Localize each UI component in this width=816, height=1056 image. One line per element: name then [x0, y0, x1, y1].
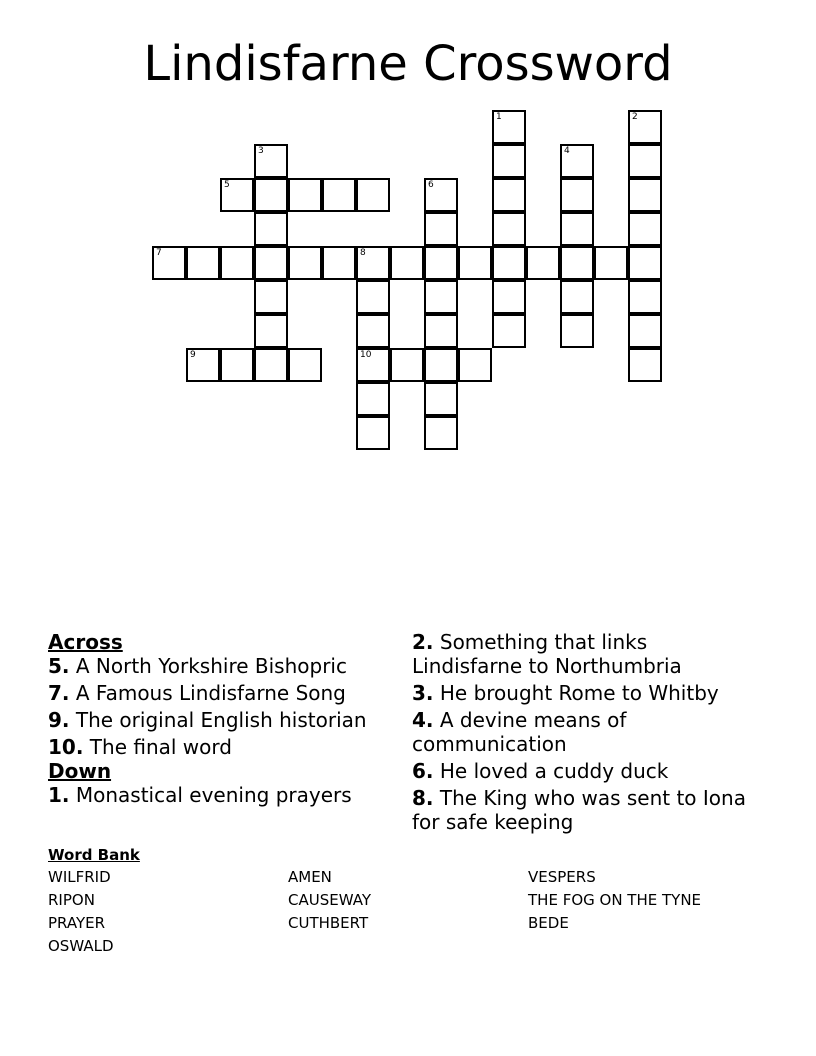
crossword-cell[interactable]	[356, 246, 390, 280]
clue-text: The original English historian	[75, 708, 367, 732]
word-bank-item: THE FOG ON THE TYNE	[528, 891, 702, 909]
cell-number: 5	[224, 180, 230, 190]
crossword-cell[interactable]	[356, 314, 390, 348]
crossword-cell[interactable]	[288, 246, 322, 280]
cell-number: 1	[496, 112, 502, 122]
clue-number: 6.	[412, 759, 434, 783]
clues-right-column	[412, 630, 752, 837]
clue-text: A North Yorkshire Bishopric	[75, 654, 347, 678]
word-bank-title: Word Bank	[48, 846, 140, 864]
crossword-cell[interactable]	[424, 212, 458, 246]
word-bank-item: CUTHBERT	[288, 914, 369, 932]
clue-text: A Famous Lindisfarne Song	[75, 681, 346, 705]
clue-down-8	[412, 786, 752, 834]
crossword-cell[interactable]	[492, 178, 526, 212]
crossword-cell[interactable]	[492, 246, 526, 280]
clue-text: A devine means of communication	[412, 708, 627, 756]
crossword-cell[interactable]	[322, 246, 356, 280]
crossword-cell[interactable]	[526, 246, 560, 280]
crossword-cell[interactable]	[356, 348, 390, 382]
crossword-cell[interactable]	[560, 212, 594, 246]
word-bank-item: VESPERS	[528, 868, 596, 886]
crossword-cell[interactable]	[356, 416, 390, 450]
crossword-cell[interactable]	[288, 178, 322, 212]
crossword-cell[interactable]	[220, 246, 254, 280]
crossword-cell[interactable]	[458, 246, 492, 280]
cell-number: 4	[564, 146, 570, 156]
crossword-grid	[0, 0, 816, 470]
cell-number: 2	[632, 112, 638, 122]
word-bank-item: RIPON	[48, 891, 95, 909]
crossword-cell[interactable]	[492, 280, 526, 314]
crossword-cell[interactable]	[628, 144, 662, 178]
crossword-cell[interactable]	[254, 246, 288, 280]
word-bank-item: OSWALD	[48, 937, 114, 955]
word-bank-column-3	[528, 866, 701, 935]
clue-number: 2.	[412, 630, 434, 654]
crossword-cell[interactable]	[254, 212, 288, 246]
cell-number: 6	[428, 180, 434, 190]
crossword-cell[interactable]	[594, 246, 628, 280]
clue-number: 1.	[48, 783, 70, 807]
cell-number: 7	[156, 248, 162, 258]
crossword-cell[interactable]	[288, 348, 322, 382]
crossword-cell[interactable]	[152, 246, 186, 280]
word-bank-item: CAUSEWAY	[288, 891, 371, 909]
crossword-cell[interactable]	[254, 348, 288, 382]
word-bank-item: PRAYER	[48, 914, 106, 932]
clue-down-2	[412, 630, 752, 678]
page-title: Lindisfarne Crossword	[143, 36, 673, 92]
clue-down-4	[412, 708, 752, 756]
word-bank-item: WILFRID	[48, 868, 111, 886]
crossword-cell[interactable]	[424, 348, 458, 382]
cell-number: 9	[190, 350, 196, 360]
clue-across-9	[48, 708, 398, 732]
clue-number: 8.	[412, 786, 434, 810]
crossword-cell[interactable]	[424, 178, 458, 212]
clue-text: The King who was sent to Iona for safe keeping	[412, 786, 746, 834]
crossword-cell[interactable]	[628, 246, 662, 280]
clue-number: 7.	[48, 681, 70, 705]
crossword-cell[interactable]	[628, 178, 662, 212]
crossword-cell[interactable]	[220, 348, 254, 382]
crossword-cell[interactable]	[424, 280, 458, 314]
clue-down-3	[412, 681, 752, 705]
word-bank-item: AMEN	[288, 868, 332, 886]
crossword-cell[interactable]	[492, 314, 526, 348]
down-heading: Down	[48, 759, 112, 783]
crossword-cell[interactable]	[424, 382, 458, 416]
crossword-cell[interactable]	[322, 178, 356, 212]
crossword-cell[interactable]	[560, 178, 594, 212]
clues-left-column	[48, 630, 398, 810]
clue-down-1	[48, 783, 398, 807]
crossword-cell[interactable]	[628, 212, 662, 246]
crossword-cell[interactable]	[560, 314, 594, 348]
clue-number: 9.	[48, 708, 70, 732]
clue-across-5	[48, 654, 398, 678]
word-bank-column-2	[288, 866, 371, 935]
clue-text: He brought Rome to Whitby	[439, 681, 719, 705]
across-heading: Across	[48, 630, 123, 654]
clue-down-6	[412, 759, 752, 783]
crossword-cell[interactable]	[390, 348, 424, 382]
crossword-cell[interactable]	[628, 110, 662, 144]
word-bank-column-1	[48, 866, 114, 958]
clue-across-10	[48, 735, 398, 759]
crossword-cell[interactable]	[390, 246, 424, 280]
clue-across-7	[48, 681, 398, 705]
crossword-cell[interactable]	[492, 144, 526, 178]
cell-number: 10	[360, 350, 372, 360]
clue-text: Monastical evening prayers	[75, 783, 352, 807]
crossword-cell[interactable]	[186, 246, 220, 280]
crossword-cell[interactable]	[560, 246, 594, 280]
crossword-cell[interactable]	[560, 280, 594, 314]
crossword-cell[interactable]	[424, 416, 458, 450]
crossword-cell[interactable]	[356, 280, 390, 314]
clue-number: 3.	[412, 681, 434, 705]
crossword-cell[interactable]	[458, 348, 492, 382]
crossword-cell[interactable]	[186, 348, 220, 382]
crossword-cell[interactable]	[628, 280, 662, 314]
clue-text: He loved a cuddy duck	[439, 759, 669, 783]
crossword-cell[interactable]	[628, 314, 662, 348]
crossword-cell[interactable]	[356, 382, 390, 416]
clue-text: The final word	[89, 735, 232, 759]
crossword-cell[interactable]	[424, 246, 458, 280]
cell-number: 8	[360, 248, 366, 258]
word-bank-item: BEDE	[528, 914, 569, 932]
clue-number: 10.	[48, 735, 84, 759]
crossword-cell[interactable]	[492, 110, 526, 144]
crossword-cell[interactable]	[254, 144, 288, 178]
crossword-cell[interactable]	[254, 178, 288, 212]
crossword-cell[interactable]	[254, 314, 288, 348]
cell-number: 3	[258, 146, 264, 156]
clue-number: 4.	[412, 708, 434, 732]
crossword-cell[interactable]	[560, 144, 594, 178]
crossword-cell[interactable]	[254, 280, 288, 314]
crossword-cell[interactable]	[628, 348, 662, 382]
crossword-cell[interactable]	[356, 178, 390, 212]
crossword-cell[interactable]	[220, 178, 254, 212]
crossword-cell[interactable]	[492, 212, 526, 246]
crossword-cell[interactable]	[424, 314, 458, 348]
clue-number: 5.	[48, 654, 70, 678]
clue-text: Something that links Lindisfarne to Northumbria	[412, 630, 682, 678]
